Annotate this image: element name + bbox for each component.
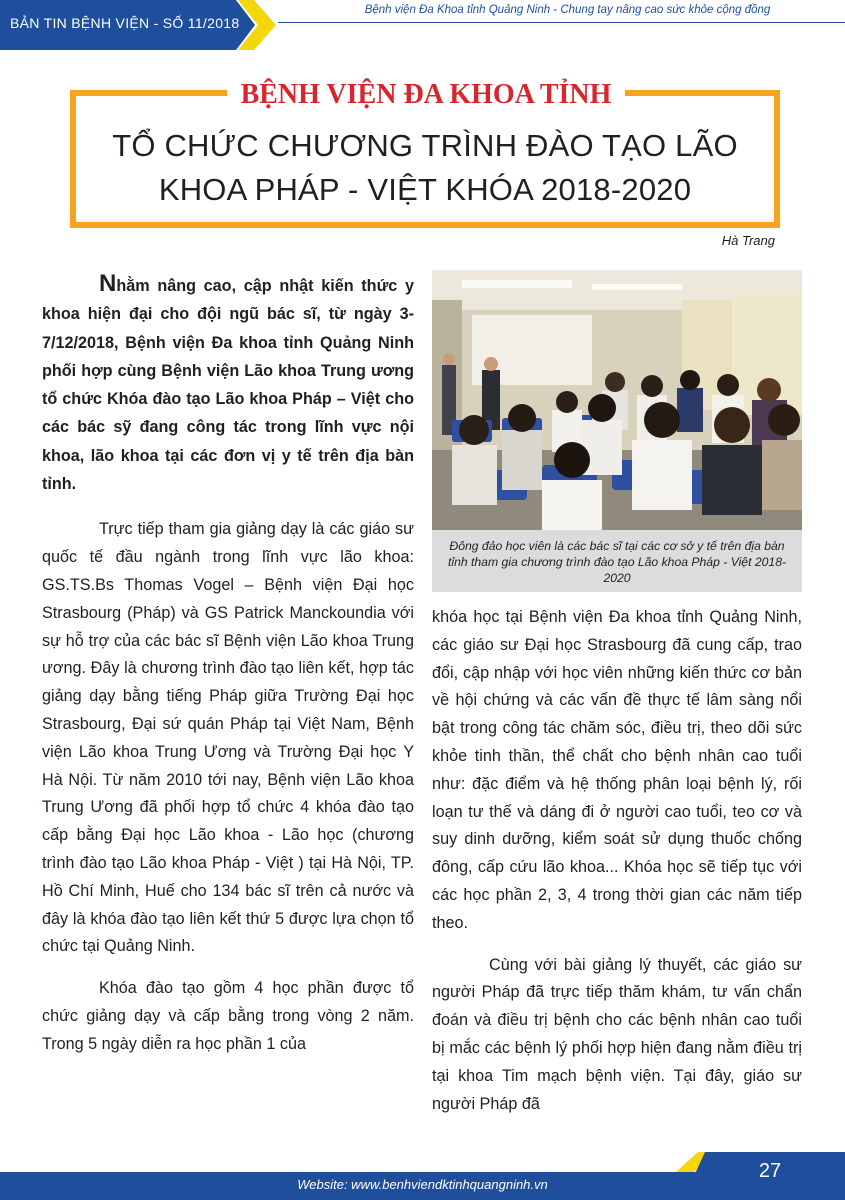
issue-label: BẢN TIN BỆNH VIỆN - SỐ 11/2018	[10, 15, 240, 31]
article-photo	[432, 270, 802, 530]
title-line-1: TỔ CHỨC CHƯƠNG TRÌNH ĐÀO TẠO LÃO	[112, 128, 738, 163]
left-column	[42, 272, 414, 1059]
body-paragraph-1: Trực tiếp tham gia giảng dạy là các giáo sư quốc tế đầu ngành trong lĩnh vực lão khoa: GS.TS.Bs Thomas Vogel – Bệnh viện Đại học Strasbourg (Pháp) và GS Patrick Manckoundia với sự hỗ trợ của các bác sĩ Bệnh viện Lão khoa Trung ương. Đây là chương trình đào tạo liên kết, hợp tác giảng dạy bằng tiếng Pháp giữa Trường Đại học Strasbourg, Đại sứ quán Pháp tại Việt Nam, Bệnh viện Lão khoa Trung Ương và Trường Đại học Y Hà Nội. Từ năm 2010 tới nay, Bệnh viện Lão khoa Trung Ương đã phối hợp tổ chức 4 khóa đào tạo cấp bằng Đại học Lão khoa - Lão học (chương trình đào tạo Lão khoa Pháp - Việt ) tại Hà Nội, TP. Hồ Chí Minh, Huế cho 134 bác sĩ trên cả nước và đây là khóa đào tạo liên kết thứ 5 được lựa chọn tổ chức tại Quảng Ninh.	[42, 520, 414, 956]
page-header	[0, 0, 845, 50]
header-rule	[278, 22, 845, 23]
article-title	[76, 124, 774, 212]
article-kicker: BỆNH VIỆN ĐA KHOA TỈNH	[227, 76, 625, 114]
body-paragraph-2: Khóa đào tạo gồm 4 học phần được tổ chức giảng dạy và cấp bằng trong vòng 2 năm. Trong 5 ngày diễn ra học phần 1 của	[42, 979, 414, 1053]
photo-caption: Đông đảo học viên là các bác sĩ tại các cơ sở y tế trên địa bàn tỉnh tham gia chương trình đào tạo Lão khoa Pháp - Việt 2018-2020	[432, 530, 802, 592]
website-link[interactable]: Website: www.benhviendktinhquangninh.vn	[297, 1177, 548, 1192]
lead-text: hằm nâng cao, cập nhật kiến thức y khoa hiện đại cho đội ngũ bác sĩ, từ ngày 3-7/12/2018, Bệnh viện Đa khoa tỉnh Quảng Ninh phối hợp cùng Bệnh viện Lão khoa Trung ương tổ chức Khóa đào tạo Lão khoa Pháp – Việt cho các bác sỹ đang công tác trong lĩnh vực nội khoa, lão khoa tại các đơn vị y tế trên địa bàn tỉnh.	[42, 277, 414, 494]
body-paragraph-3: Cùng với bài giảng lý thuyết, các giáo sư người Pháp đã trực tiếp thăm khám, tư vấn chẩn đoán và điều trị bệnh cho các bệnh nhân cao tuổi bị mắc các bệnh lý phối hợp hiện đang nằm điều trị tại khoa Tim mạch bệnh viện. Tại đây, giáo sư người Pháp đã	[432, 955, 802, 1113]
header-tagline: Bệnh viện Đa Khoa tỉnh Quảng Ninh - Chung tay nâng cao sức khỏe cộng đồng	[364, 4, 771, 16]
classroom-photo-illustration	[432, 270, 802, 530]
right-column	[432, 604, 802, 1118]
lead-paragraph	[42, 272, 414, 498]
body-paragraph-2-continued: khóa học tại Bệnh viện Đa khoa tỉnh Quảng Ninh, các giáo sư Đại học Strasbourg đã cung cấp, trao đổi, cập nhập với học viên những kiến thức cơ bản về hội chứng và các vấn đề thực tế lâm sàng nổi bật trong công tác chăm sóc, điều trị, theo dõi sức khỏe tinh thần, thể chất cho bệnh nhân cao tuổi như: đặc điểm và hệ thống phân loại bệnh lý, rối loạn tư thế và dáng đi ở người cao tuổi, teo cơ và suy dinh dưỡng, kiểm soát sử dụng thuốc chống đông, cấp cứu lão khoa... Khóa học sẽ tiếp tục với các học phần 2, 3, 4 trong thời gian các năm tiếp theo.	[432, 608, 802, 932]
drop-cap: N	[99, 270, 117, 297]
article-author: Hà Trang	[721, 233, 775, 248]
page-number: 27	[758, 1160, 782, 1182]
title-line-2: KHOA PHÁP - VIỆT KHÓA 2018-2020	[158, 172, 692, 207]
